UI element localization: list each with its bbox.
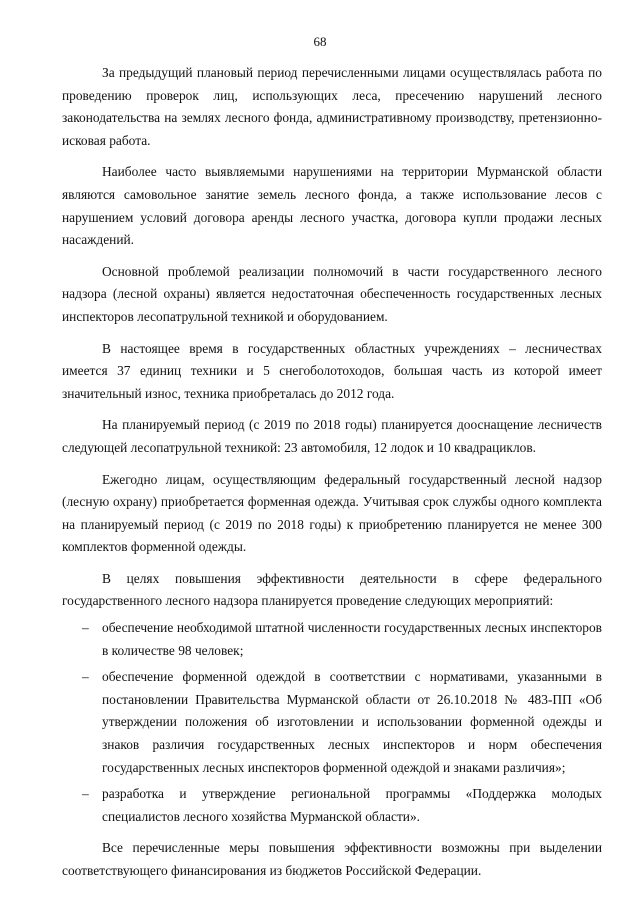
measures-list: [62, 617, 602, 828]
list-dash: –: [82, 669, 89, 685]
paragraph-inspections-work: За предыдущий плановый период перечисленными лицами осуществлялась работа по проведению проверок лиц, использующих леса, пресечению нарушений лесного законодательства на землях лесного фонда, административному производству, претензионно-исковая работа.: [62, 65, 602, 148]
paragraph-financing: Все перечисленные меры повышения эффективности возможны при выделении соответствующего финансирования из бюджетов Российской Федерации.: [62, 840, 602, 878]
list-item-text: обеспечение необходимой штатной численности государственных лесных инспекторов в количестве 98 человек;: [102, 620, 602, 658]
list-item: [62, 783, 602, 828]
document-body: [62, 62, 602, 892]
list-dash: –: [82, 786, 89, 802]
list-item-text: обеспечение форменной одеждой в соответствии с нормативами, указанными в постановлении Правительства Мурманской области от 26.10.2018 № 483-ПП «Об утверждении положения об изготовлении и использовании форменной одежды и знаков различия государственных лесных инспекторов и норм обеспечения государственных лесных инспекторов форменной одеждой и знаками различия»;: [102, 669, 602, 775]
list-item: [62, 666, 602, 779]
list-item: [62, 617, 602, 662]
paragraph-measures-intro: В целях повышения эффективности деятельности в сфере федерального государственного лесного надзора планируется проведение следующих мероприятий:: [62, 570, 602, 609]
paragraph-main-problem: Основной проблемой реализации полномочий в части государственного лесного надзора (лесной охраны) является недостаточная обеспеченность государственных лесных инспекторов лесопатрульной техникой и оборудованием.: [62, 263, 602, 324]
paragraph-current-equipment: В настоящее время в государственных областных учреждениях – лесничествах имеется 37 единиц техники и 5 снегоболотоходов, большая часть из которой имеет значительный износ, техника приобреталась до 2012 года.: [62, 340, 602, 401]
paragraph-common-violations: Наиболее часто выявляемыми нарушениями на территории Мурманской области являются самовольное занятие земель лесного фонда, а также использование лесов с нарушением условий договора аренды лесного участка, договора купли продажи лесных насаждений.: [62, 164, 602, 248]
page-number: 68: [313, 34, 327, 49]
list-dash: –: [82, 620, 89, 636]
paragraph-uniforms: Ежегодно лицам, осуществляющим федеральный государственный лесной надзор (лесную охрану) приобретается форменная одежда. Учитывая срок службы одного комплекта на планируемый период (с 2019 по 2018 годы) к приобретению планируется не менее 300 комплектов форменной одежды.: [62, 471, 602, 555]
list-item-text: разработка и утверждение региональной программы «Поддержка молодых специалистов лесного хозяйства Мурманской области».: [102, 786, 602, 824]
paragraph-planned-equipment: На планируемый период (с 2019 по 2018 годы) планируется дооснащение лесничеств следующей лесопатрульной техникой: 23 автомобиля, 12 лодок и 10 квадрациклов.: [62, 417, 602, 455]
